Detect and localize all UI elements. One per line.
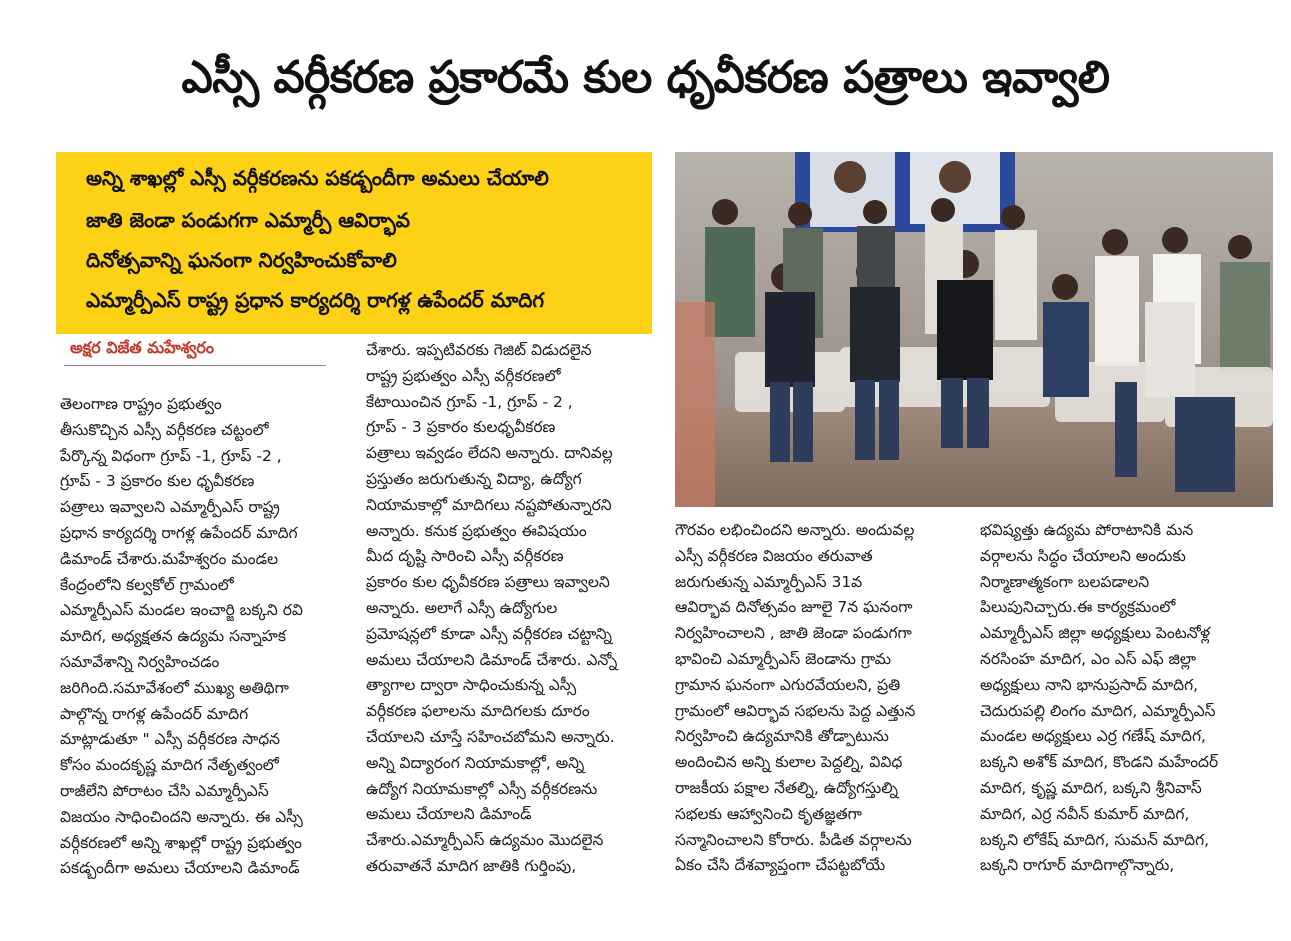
article-line: బక్కని లోకేష్ మాదిగ, సుమన్ మాదిగ, (980, 830, 1210, 849)
article-line: విజయం సాధించిందని అన్నారు. ఈ ఎస్సీ (60, 807, 303, 826)
article-line: మాదిగ, అధ్యక్షతన ఉద్యమ సన్నాహక (60, 627, 286, 646)
article-line: ఆవిర్భావ దినోత్సవం జూలై 7న ఘనంగా (675, 598, 913, 617)
article-line: మాదిగ, కృష్ణ మాదిగ, బక్కని శ్రీనివాస్ (980, 778, 1202, 797)
article-column-3 (675, 518, 965, 879)
article-line: వర్గీకరణలో అన్ని శాఖల్లో రాష్ట్ర ప్రభుత్వం (60, 833, 302, 852)
article-line: జరిగింది.సమావేశంలో ముఖ్య అతిథిగా (60, 678, 289, 697)
article-line: ప్రమోషన్లలో కూడా ఎస్సీ వర్గీకరణ చట్టాన్ని (366, 624, 612, 643)
article-line: మాదిగ, ఎర్ర నవీన్ కుమార్ మాదిగ, (980, 804, 1190, 823)
article-line: కోసం మందకృష్ణ మాదిగ నేతృత్వంలో (60, 756, 279, 775)
article-line: అన్నారు. అలాగే ఎస్సీ ఉద్యోగుల (366, 598, 558, 617)
highlight-line-3: దినోత్సవాన్ని ఘనంగా నిర్వహించుకోవాలి (86, 248, 397, 272)
article-line: ఎమ్మార్పీఎస్ మండల ఇంచార్జి బక్కని రవి (60, 601, 303, 620)
article-line: చెదురుపల్లి లింగం మాదిగ, ఎమ్మార్పీఎస్ (980, 701, 1216, 720)
article-line: మీద దృష్టి సారించి ఎస్సీ వర్గీకరణ (366, 547, 564, 566)
article-line: నిర్వహించి ఉద్యమానికి తోడ్పాటును (675, 727, 889, 746)
article-line: ఏకం చేసి దేశవ్యాప్తంగా చేపట్టబోయే (675, 856, 886, 875)
article-line: పిలుపునిచ్చారు.ఈ కార్యక్రమంలో (980, 598, 1176, 617)
article-line: భావించి ఎమ్మార్పీఎస్ జెండాను గ్రామ (675, 649, 892, 668)
article-line: చేశారు.ఎమ్మార్పీఎస్ ఉద్యమం మొదలైన (366, 831, 604, 850)
article-line: నిర్వహించాలని , జాతి జెండా పండుగగా (675, 624, 912, 643)
article-line: గ్రామాన ఘనంగా ఎగురవేయలని, ప్రతి (675, 675, 901, 694)
article-line: ప్రధాన కార్యదర్శి రాగళ్ల ఉపేందర్ మాదిగ (60, 523, 298, 542)
article-line: త్యాగాల ద్వారా సాధించుకున్న ఎస్సీ (366, 676, 577, 695)
article-line: వర్గీకరణ ఫలాలను మాదిగలకు దూరం (366, 702, 590, 721)
byline: అక్షర విజేత మహేశ్వరం (70, 338, 214, 357)
article-line: బక్కని రాగూర్ మాదిగాల్గొన్నారు, (980, 856, 1175, 875)
highlight-line-4: ఎమ్మార్పీఎస్ రాష్ట్ర ప్రధాన కార్యదర్శి రాగళ్ల ఉపేందర్ మాదిగ (86, 288, 545, 312)
article-line: జరుగుతున్న ఎమ్మార్పీఎస్ 31వ (675, 572, 863, 591)
article-line: చేశారు. ఇప్పటివరకు గెజిట్ విడుదలైన (366, 341, 592, 359)
article-line: బక్కని అశోక్ మాదిగ, కొండని మహేందర్ (980, 753, 1219, 772)
article-line: చేయాలని చూస్తే సహించబోమని అన్నారు. (366, 727, 615, 746)
article-line: భవిష్యత్తు ఉద్యమ పోరాటానికి మన (980, 521, 1194, 539)
article-line: సన్మానించాలని కోరారు. పీడిత వర్గాలను (675, 830, 912, 849)
article-line: తరువాతనే మాదిగ జాతికి గుర్తింపు, (366, 856, 577, 875)
article-line: పత్రాలు ఇవ్వాలని ఎమ్మార్పీఎస్ రాష్ట్ర (60, 498, 280, 517)
article-line: అమలు చేయాలని డిమాండ్ చేశారు. ఎన్నో (366, 650, 618, 669)
article-line: గౌరవం లభించిందని అన్నారు. అందువల్ల (675, 521, 915, 539)
article-line: తెలంగాణ రాష్ట్రం ప్రభుత్వం (60, 395, 222, 413)
article-line: గ్రూప్ - 3 ప్రకారం కుల ధృవీకరణ (60, 472, 255, 491)
article-line: కేంద్రంలోని కల్వకోల్ గ్రామంలో (60, 575, 234, 594)
headline: ఎస్సీ వర్గీకరణ ప్రకారమే కుల ధృవీకరణ పత్రాలు ఇవ్వాలి (181, 52, 1110, 103)
article-line: అన్నారు. కనుక ప్రభుత్వం ఈవిషయం (366, 521, 587, 540)
article-line: పకడ్బందీగా అమలు చేయాలని డిమాండ్ (60, 859, 300, 878)
article-line: నరసింహ మాదిగ, ఎం ఎస్ ఎఫ్ జిల్లా (980, 649, 1197, 668)
article-line: అధ్యక్షులు నాని భానుప్రసాద్ మాదిగ, (980, 675, 1199, 694)
article-line: గ్రూప్ - 3 ప్రకారం కులధృవీకరణ (366, 418, 556, 437)
article-line: వర్గాలను సిద్ధం చేయాలని అందుకు (980, 546, 1186, 565)
article-line: ఎస్సీ వర్గీకరణ విజయం తరువాత (675, 546, 873, 565)
article-line: సభలకు ఆహ్వానించి కృతజ్ఞతగా (675, 804, 862, 823)
highlight-line-1: అన్ని శాఖల్లో ఎస్సీ వర్గీకరణను పకడ్బందీగా అమలు చేయాలి (86, 166, 549, 190)
highlight-box (56, 152, 652, 334)
article-line: పేర్కొన్న విధంగా గ్రూప్ -1, గ్రూప్ -2 , (60, 446, 282, 465)
article-line: గ్రామంలో ఆవిర్భావ సభలను పెద్ద ఎత్తున (675, 701, 916, 720)
article-line: ప్రకారం కుల ధృవీకరణ పత్రాలు ఇవ్వాలని (366, 573, 610, 592)
byline-divider (64, 365, 326, 366)
highlight-line-2: జాతి జెండా పండుగగా ఎమ్మార్పీ ఆవిర్భావ (86, 208, 411, 232)
article-line: ఎమ్మార్పీఎస్ జిల్లా అధ్యక్షులు పెంటనోళ్ల (980, 624, 1211, 643)
article-line: తీసుకొచ్చిన ఎస్సీ వర్గీకరణ చట్టంలో (60, 420, 269, 439)
article-line: రాష్ట్ర ప్రభుత్వం ఎస్సీ వర్గీకరణలో (366, 366, 561, 385)
article-line: రాజీలేని పోరాటం చేసి ఎమ్మార్పీఎస్ (60, 781, 269, 800)
article-line: రాజకీయ పక్షాల నేతల్ని, ఉద్యోగస్తుల్ని (675, 778, 898, 797)
article-line: సమావేశాన్ని నిర్వహించడం (60, 652, 220, 671)
news-photo (675, 152, 1273, 507)
article-line: నియామకాల్లో మాదిగలు నష్టపోతున్నారని (366, 495, 612, 514)
article-line: ఉద్యోగ నియామకాల్లో ఎస్సీ వర్గీకరణను (366, 779, 598, 798)
article-line: ప్రస్తుతం జరుగుతున్న విద్యా, ఉద్యోగ (366, 469, 582, 488)
article-line: మండల అధ్యక్షులు ఎర్ర గణేష్ మాదిగ, (980, 727, 1206, 746)
article-line: అన్ని విద్యారంగ నియామకాల్లో, అన్ని (366, 753, 585, 772)
article-column-2 (366, 338, 666, 880)
article-line: అందించిన అన్ని కులాల పెద్దల్ని, వివిధ (675, 753, 903, 772)
article-column-1 (60, 392, 350, 882)
article-line: కేటాయించిన గ్రూప్ -1, గ్రూప్ - 2 , (366, 392, 573, 411)
article-line: డిమాండ్ చేశారు.మహేశ్వరం మండల (60, 549, 279, 568)
article-line: పత్రాలు ఇవ్వడం లేదని అన్నారు. దానివల్ల (366, 444, 613, 463)
article-line: అమలు చేయాలని డిమాండ్ (366, 805, 532, 824)
article-line: నిర్మాణాత్మకంగా బలపడాలని (980, 572, 1150, 591)
article-column-4 (980, 518, 1280, 879)
article-line: మాట్లాడుతూ " ఎస్సీ వర్గీకరణ సాధన (60, 730, 281, 749)
article-line: పాల్గొన్న రాగళ్ల ఉపేందర్ మాదిగ (60, 704, 249, 723)
clipped-previous-text (60, 0, 620, 6)
